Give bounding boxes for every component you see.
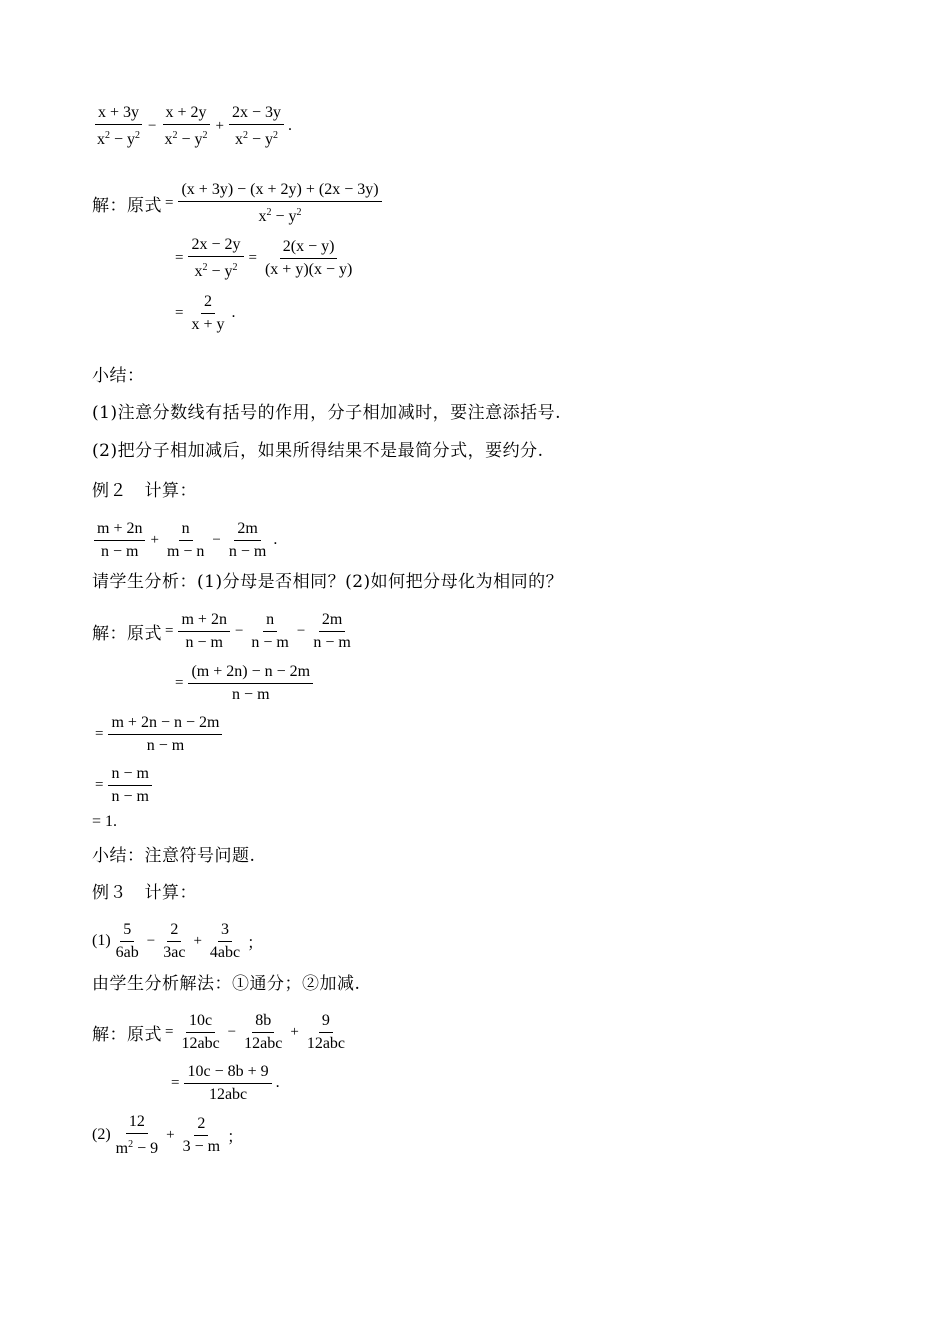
solution-label: 解：原式: [92, 195, 162, 216]
fraction: $\frac{2x - 2y}{x^2 - y^2}$: [188, 234, 243, 283]
problem-expression: $\frac{x + 3y}{x^2 - y^2}$ − $\frac{x + 2y}{x^2 - y^2}$ + $\frac{2x - 3y}{x^2 - y^2}$ .: [92, 98, 292, 154]
example-2-heading: 例２ 计算：: [92, 480, 197, 501]
method-analysis: 由学生分析解法：①通分；②加减.: [92, 973, 361, 994]
example-2-solution-step-1: 解：原式 = $\frac{m + 2n}{n - m}$ − $\frac{n}{n - m}$ − $\frac{2m}{n - m}$: [92, 610, 351, 651]
fraction: [229, 102, 284, 151]
example-2-solution-step-2: = $\frac{(m + 2n) - n - 2m}{n - m}$: [172, 655, 315, 711]
example-3-part-1: (1) $\frac{5}{6ab}$ − $\frac{2}{3ac}$ + $\frac{3}{\text{4abc}}$ ；: [92, 920, 264, 961]
numerator: x + 2y: [163, 102, 210, 125]
numerator: x + 3y: [95, 102, 142, 125]
example-3-part-2: (2) $\frac{12}{m^2 - 9}$ + $\frac{2}{3 - m}$ ；: [92, 1112, 244, 1157]
denominator: $x^2 - y^2$: [235, 129, 279, 148]
fraction: [94, 102, 143, 151]
example-2-solution-step-4: = $\frac{n - m}{n - m}$: [92, 757, 154, 813]
example-2-expression: $\frac{m + 2n}{n - m}$ + $\frac{n}{m - n}$ − $\frac{2m}{n - m}$ .: [92, 512, 277, 568]
fraction: $\frac{(x + 3y) - (x + 2y) + (2x - 3y)}{x^2 - y^2}$: [178, 179, 381, 228]
fraction: [162, 102, 211, 151]
denominator: $x^2 - y^2$: [164, 129, 208, 148]
plus-sign: +: [215, 117, 224, 134]
minus-sign: −: [148, 117, 157, 134]
summary-note-2: (2)把分子相加减后，如果所得结果不是最简分式，要约分.: [92, 440, 544, 461]
example-3-solution-step-2: = $\frac{10c - 8b + 9}{\text{12abc}}$ .: [171, 1062, 280, 1103]
example-3-solution-step-1: 解：原式 = $\frac{10c}{\text{12abc}}$ − $\frac{8b}{\text{12abc}}$ + $\frac{9}{\text{12abc}}$: [92, 1011, 346, 1052]
summary-note-1: (1)注意分数线有括号的作用，分子相加减时，要注意添括号.: [92, 402, 561, 423]
solution-step-2: = $\frac{2x - 2y}{x^2 - y^2}$ = $\frac{2(x - y)}{(x + y)(x - y)}$: [172, 230, 357, 286]
example-2-result: = 1.: [92, 813, 118, 830]
solution-step-3: = $\frac{2}{x + y}$ .: [172, 285, 236, 341]
denominator: $x^2 - y^2$: [97, 129, 141, 148]
numerator: 2x − 3y: [229, 102, 284, 125]
solution-step-1: 解：原式 = $\frac{(x + 3y) - (x + 2y) + (2x - 3y)}{x^2 - y^2}$: [92, 175, 384, 231]
student-analysis-question: 请学生分析：(1)分母是否相同？(2)如何把分母化为相同的？: [92, 571, 564, 592]
fraction: $\frac{2(x - y)}{(x + y)(x - y)}$: [264, 237, 353, 278]
example-2-solution-step-3: = $\frac{m + 2n - n - 2m}{n - m}$: [92, 706, 224, 762]
summary-2: 小结：注意符号问题.: [92, 845, 256, 866]
summary-heading: 小结：: [92, 365, 145, 386]
fraction: $\frac{2}{x + y}$: [191, 292, 225, 333]
example-3-heading: 例３ 计算：: [92, 882, 197, 903]
